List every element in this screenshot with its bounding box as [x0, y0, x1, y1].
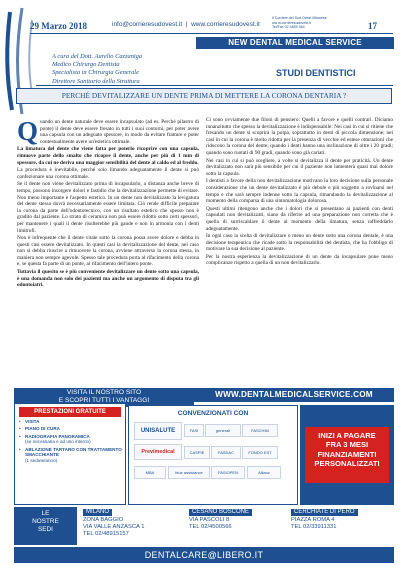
curator-line: Direttore Sanitario della Struttura [52, 77, 140, 85]
publication-info [272, 16, 327, 30]
article-paragraph: Tuttavia il quesito se è più conveniente devitalizzare un dente sotto una capsula, è una domanda non solo dei pazienti ma anche un argomento di disputa tra gli odontoiatri. [17, 269, 199, 289]
page-number: 17 [368, 21, 377, 31]
list-item: • VISITA [25, 419, 125, 425]
free-services-box [14, 403, 126, 505]
partner-logo-fasdac: FASDAC [211, 446, 241, 459]
offices-label: LE NOSTRE SEDI [14, 507, 77, 545]
article-paragraph: Non è infrequente che il dente vitale sotto la corona possa avere dolore e debba in questi casi essere devitalizzato. In questi casi la devitalizzazione del dente, nel caso non si debba riuscire a rimuovere la corona, avviene attraverso la corona stessa, in maniera non sempre agevole. Spesso tale procedura porta al rifacimento della corona e, se questa fa parte di un ponte, al rifacimento dell'intero ponte. [17, 235, 199, 268]
publication-site: ww w.corrieresudovest.it [272, 20, 311, 25]
article-paragraph: uando un dente naturale deve essere incapsulato (ad es. Perché pilastro di ponte) il dente deve essere fresato in tutti i suoi contorni, per poter avere una capsula con un adeguato spessore, in modo da evitare fratture e poter contestualmente avere un'estetica ottimale. [40, 119, 199, 145]
clinic-website-link[interactable]: WWW.DENTALMEDICALSERVICE.COM [194, 388, 394, 402]
article-paragraph: Per la nostra esperienza la devitalizzazione di un dente da incapsulare pone meno complicanze rispetto a quella di un non devitalizzarlo. [206, 253, 393, 267]
list-item: • ABLAZIONE TARTARO CON TRATTAMENTO SMACCHIANTE (1 sedute/anno) [25, 447, 125, 464]
financing-line: PERSONALIZZATI [314, 459, 380, 469]
curator-block [52, 53, 142, 86]
publication-phone: Tel/Fax 02 4859 364 [272, 25, 305, 29]
list-item: • RADIOGRAFIA PANORAMICA (se necessaria e ad uso interno) [25, 434, 125, 445]
financing-callout [305, 427, 389, 483]
header-contact: info@corrieresudovest.it | www.corrieresudovest.it [112, 21, 260, 28]
article-paragraph: Ci sono ovviamente due filoni di pensiero: Quelli a favore e quelli contrari. Diciamo innanzitutto che spesso la devitalizzazione è indispensabile: Nei casi in cui si ritiene che fresando un dente si scoprirà la polpa, soprattutto in denti di piccola dimensione; nei casi in cui la corona è molto ridotta per la presenza di vecchie ed estese otturazioni che riducono la corona del dente; quando i denti hanno una inclinazione di oltre i 20 gradi; quando sono ruotati di 90 gradi, quando sono già cariati. [206, 117, 393, 156]
visit-line: VISITA IL NOSTRO SITO [66, 389, 142, 396]
partners-box [128, 405, 298, 505]
office-phone[interactable]: TEL 02/4500566 [189, 524, 232, 530]
office-city: CERCHIATE DI PERO [291, 509, 358, 516]
partner-logo-previmedical: Previmedical [134, 444, 182, 460]
header-email[interactable]: info@corrieresudovest.it [112, 21, 183, 28]
curator-line: Specialista in Chirurgia Generale [52, 69, 139, 77]
article-paragraph: Se il dente non viene devitalizzato prima di incapsularlo, a distanza anche breve di tempo, possono insorgere dolori e fastidio che la devitalizzazione permette di evitare. Non meno importante è l'aspetto estetico. In un dente non devitalizzato la levigatura del dente stesso dovrà necessariamente essere limitata. Ciò rende difficile preparare la corona da parte dell'odontotecnico, con un risultato estetico che spesso non è gradito dal paziente. Lo strato di ceramica non può essere ridotto sotto certi spessori, per mantenere i quali il dente risulterebbe più gande e non in armonia con i denti limitrofi. [17, 181, 199, 234]
office-city: MILANO [83, 509, 112, 516]
free-services-list [15, 419, 125, 464]
partner-logo-faschim: FASCHIM [242, 424, 278, 437]
partner-logo-fasi: FASI [184, 424, 204, 437]
curator-line: A cura del Dott. Aurelio Cazzaniga [52, 53, 143, 60]
partner-logo-caspie: CASPIE [184, 446, 210, 459]
free-services-title: PRESTAZIONI GRATUITE [19, 407, 121, 417]
section-title: STUDI DENTISTICI [276, 68, 356, 78]
office-milano [79, 507, 183, 545]
partners-title: CONVENZIONATI CON [177, 410, 249, 417]
partner-logo-mba: MBA [134, 466, 166, 479]
partner-logo-generali: generali [205, 424, 241, 437]
office-area: ZONA BAGGIO [83, 517, 124, 523]
drop-cap: Q [17, 119, 39, 146]
article-paragraph: Questi ultimi ritengono anche che i dolori che si presentano ai pazienti con denti capsulati non devitalizzati, siano da riferire ad una preparazione non corretta che è quella di surriscaldare il dente al momento della limatura, senza raffreddarlo adeguatamente. [206, 205, 393, 232]
partner-logo-unisalute: UNISALUTE [134, 422, 182, 440]
header-website[interactable]: www.corrieresudovest.it [191, 21, 260, 28]
visit-line: E SCOPRI TUTTI I VANTAGGI [58, 396, 150, 404]
partner-logo-allianz: Allianz [247, 466, 281, 479]
partner-logo-fasiopen: FASIOPEN [211, 466, 245, 479]
office-cesano-boscone [185, 507, 285, 545]
article-paragraph: Nei casi in cui si può scegliere, a volte si devitalizza il dente per praticità. Un dente devitalizzato non sarà più sensibile per cui il paziente non lamenterà quasi mai dolore sotto la capsula. [206, 157, 393, 177]
article-paragraph: La limatura del dente che viene fatta per poterlo ricoprire con una capsula, rimuove parte dello smalto che ricopre il dente, anche per più di 1 mm di spessore, da cui ne deriva una maggior sensibilità del dente al caldo ed al freddo. [17, 146, 199, 166]
clinic-banner: NEW DENTAL MEDICAL SERVICE [196, 37, 394, 49]
list-item: • PIANO DI CURA [25, 426, 125, 432]
header-divider [30, 33, 393, 34]
financing-box [300, 405, 394, 505]
contact-email-link[interactable]: DENTALCARE@LIBERO.IT [14, 547, 394, 563]
office-address: VIA PASCOLI 8 [189, 517, 230, 523]
office-phone[interactable]: TEL 02/48915157 [83, 531, 129, 537]
financing-line: FRA 3 MESI [325, 440, 369, 450]
office-cerchiate-di-pero [287, 507, 394, 545]
office-phone[interactable]: TEL 02/33911331 [291, 524, 337, 530]
issue-date: 29 Marzo 2018 [30, 21, 87, 31]
financing-line: FINANZIAMENTI [317, 449, 377, 459]
office-address: VIA VALLE ANZASCA 1 [83, 524, 145, 530]
office-address: PIAZZA ROMA 4 [291, 517, 335, 523]
article-column-1 [17, 119, 199, 389]
partner-logo-fondo-est: FONDO EST [242, 446, 278, 459]
article-paragraph: In ogni caso la scelta di devitalizzare o meno un dente sotto una corona dentale, è una decisione terapeutica che ricade sotto la responsabilità del dentista, che ha l'obbligo di motivare la sua decisione al paziente. [206, 233, 393, 253]
financing-line: INIZI A PAGARE [318, 431, 376, 440]
article-column-2 [206, 117, 393, 389]
article-paragraph: La procedura è inevitabile, perché solo limando adeguatamente il dente si può confezionare una corona ottimale. [17, 167, 199, 180]
article-headline: PERCHÉ DEVITALIZZARE UN DENTE PRIMA DI METTERE LA CORONA DENTARIA ? [16, 88, 392, 104]
publication-name: Il Corriere del Sud Ovest Milanese [272, 16, 327, 20]
article-paragraph: I dentisti a favore della non devitalizzazione motivano la loro decisione sulla personale considerazione che un dente devitalizzato è più debole e più soggetto a rovinarsi nel tempo e che sarà sempre indenne sotto la capsula, rimandando la devitalizzazione al momento della comparsa di una sintomatologia dolorosa. [206, 178, 393, 205]
section-divider [36, 85, 393, 86]
office-city: CESANO BOSCONE [189, 509, 252, 516]
partner-logo-blue-assistance: blue assistance [168, 466, 210, 479]
curator-line: Medico Chirurgo Dentista [52, 61, 120, 69]
